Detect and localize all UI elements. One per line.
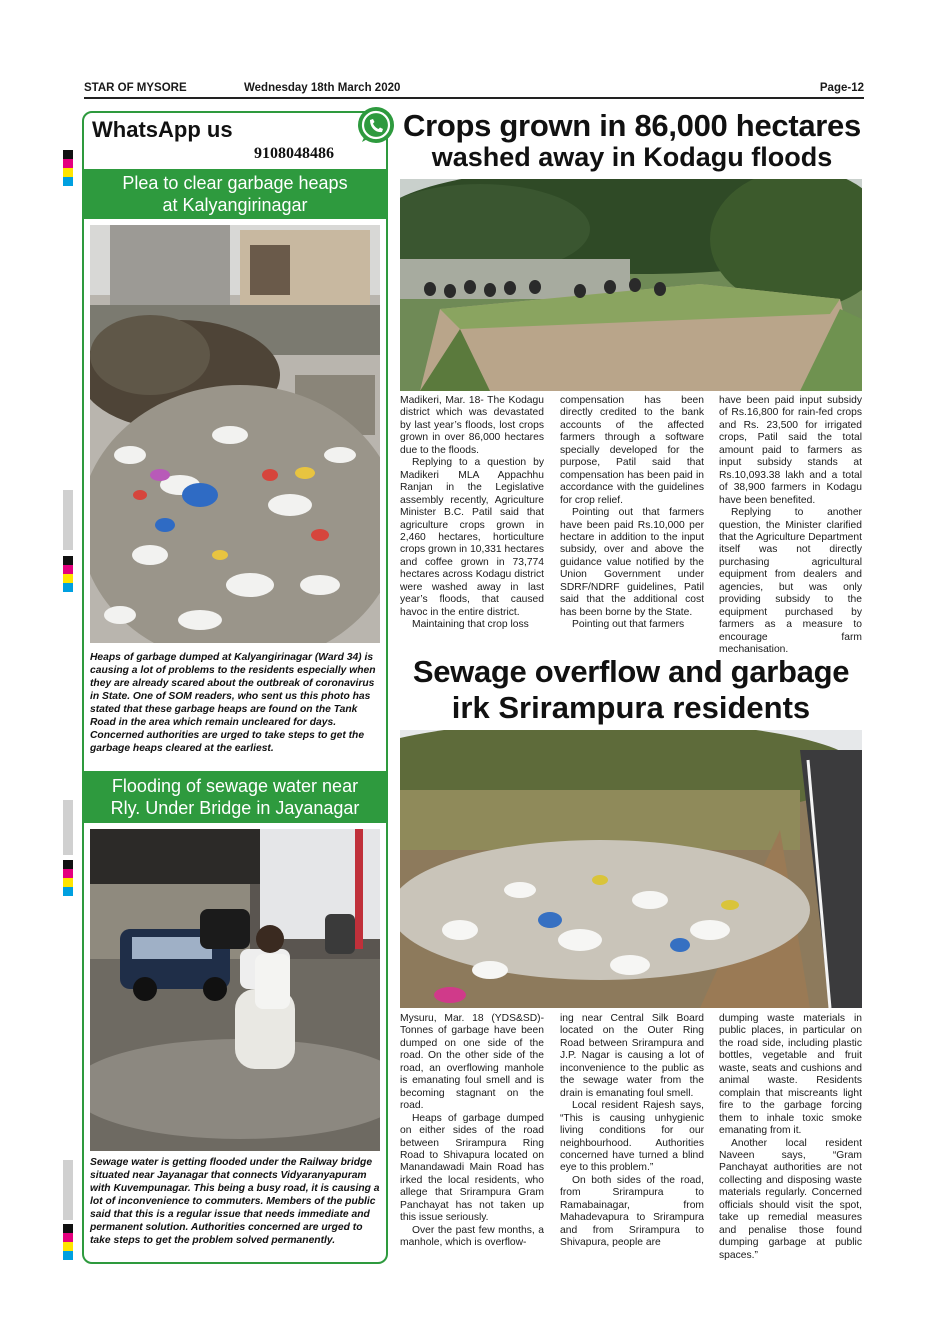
heading-line: at Kalyangirinagar bbox=[162, 195, 308, 215]
story-heading-sewage-flood bbox=[84, 771, 386, 823]
sewage-headline-line2: irk Srirampura residents bbox=[451, 690, 811, 725]
paragraph: Mysuru, Mar. 18 (YDS&SD)- Tonnes of garbage have been dumped on one side of the road. On the other side of the road, an overflowing manhole is emanating foul smell and is becoming stagnant on the road. bbox=[400, 1013, 544, 1112]
print-strip bbox=[63, 1160, 73, 1220]
kodagu-fields-photo bbox=[400, 179, 862, 391]
crops-column-1 bbox=[400, 395, 544, 632]
garbage-photo-image bbox=[90, 225, 380, 643]
whatsapp-number: 9108048486 bbox=[254, 145, 334, 162]
header-rule bbox=[84, 97, 864, 99]
roadside-garbage-photo bbox=[400, 730, 862, 1008]
paragraph: Local resident Rajesh says, “This is causing unhygienic living conditions for our neighbourhood. Authorities concerned have turned a blind eye to this problem.” bbox=[560, 1100, 704, 1174]
garbage-photo-caption: Heaps of garbage dumped at Kalyangirinagar (Ward 34) is causing a lot of problems to the residents especially when they are already scared about the outbreak of coronavirus in State. One of SOM readers, who sent us this photo has stated that these garbage heaps are found on the Tank Road in the area which remain uncleared for days. Concerned authorities are urged to take steps to get the garbage heaps cleared at the earliest. bbox=[90, 652, 376, 754]
issue-date: Wednesday 18th March 2020 bbox=[244, 82, 401, 94]
page-number: Page-12 bbox=[819, 82, 864, 94]
paragraph: Replying to a question by Madikeri MLA Appachhu Ranjan in the Legislative assembly recently, Agriculture Minister B.C. Patil said that agriculture crops grown in 2,460 hectares, horticulture crops grown in 10,331 hectares and coffee grown in 73,774 hectares across Kodagu district were washed away in last year’s floods, that caused havoc in the entire district. bbox=[400, 457, 544, 618]
kodagu-photo-image bbox=[400, 179, 862, 391]
registration-mark bbox=[63, 860, 73, 896]
whatsapp-icon bbox=[356, 106, 396, 146]
paragraph: Maintaining that crop loss bbox=[412, 619, 529, 631]
heading-line: Rly. Under Bridge in Jayanagar bbox=[110, 798, 360, 818]
paragraph: Over the past few months, a manhole, which is overflow- bbox=[400, 1224, 544, 1249]
sewage-column-1 bbox=[400, 1013, 544, 1250]
print-strip bbox=[63, 800, 73, 855]
paragraph: dumping waste materials in public places, in particular on the road side, including plastic bottles, vegetable and fruit waste, seats and cushions and animal waste. Residents complain that miscreants light fire to the garbage forcing them to inhale toxic smoke emanating from it. bbox=[719, 1013, 862, 1137]
heading-line: Plea to clear garbage heaps bbox=[122, 173, 348, 193]
paper-name: STAR OF MYSORE bbox=[84, 82, 187, 94]
paragraph: Replying to another question, the Minister clarified that the Agriculture Department itself was not directly purchasing agricultural equipment from dealers and agencies, but was only providing subsidy to the equipment purchased by farmers as a measure to encourage farm mechanisation. bbox=[719, 507, 862, 656]
masthead bbox=[84, 82, 864, 98]
registration-mark bbox=[63, 150, 73, 186]
sewage-column-2 bbox=[560, 1013, 704, 1250]
crops-column-2 bbox=[560, 395, 704, 632]
underpass-photo-image bbox=[90, 829, 380, 1151]
readers-panel bbox=[82, 111, 388, 1264]
registration-mark bbox=[63, 556, 73, 592]
story-heading-garbage bbox=[84, 169, 386, 219]
registration-mark bbox=[63, 1224, 73, 1260]
paragraph: have been paid input subsidy of Rs.16,800 for rain-fed crops and Rs. 23,500 for irrigated crops, Patil said the total amount paid to farmers as input subsidy stands at Rs.10,093.38 lakh and a total of 38,900 farmers in Kodagu have been benefited. bbox=[719, 395, 862, 506]
paragraph: Pointing out that farmers bbox=[572, 619, 685, 631]
paragraph: ing near Central Silk Board located on the Outer Ring Road between Srirampura and J.P. Nagar is causing a lot of inconvenience to the public as the sewage water from the drain is emanating foul smell. bbox=[560, 1013, 704, 1099]
paragraph: compensation has been directly credited to the bank accounts of the affected farmers through a software specially developed for the purpose, Patil said that compensation has been paid in accordance with the guidelines for crop relief. bbox=[560, 395, 704, 506]
underpass-photo-caption: Sewage water is getting flooded under the Railway bridge situated near Jayanagar that connects Vidyaranyapuram with Kuvempunagar. This being a busy road, it is causing a lot of inconvenience to commuters. Members of the public said that this is a regular issue that needs immediate and permanent solution. Authorities concerned are urged to take steps to get the problem solved permanently. bbox=[90, 1157, 380, 1246]
print-strip bbox=[63, 490, 73, 550]
underpass-flood-photo bbox=[90, 829, 380, 1151]
paragraph: Pointing out that farmers have been paid Rs.10,000 per hectare in addition to the input subsidy, over and above the guidance value notified by the Union Government under SDRF/NDRF guidelines, Patil said that the additional cost has been borne by the State. bbox=[560, 507, 704, 618]
paragraph: Another local resident Naveen says, “Gram Panchayat authorities are not collecting and disposing waste materials regularly. Concerned officials should visit the spot, take up remedial measures and penalise those found dumping garbage at public spaces.” bbox=[719, 1137, 862, 1261]
whatsapp-icon-graphic bbox=[356, 106, 396, 146]
crops-column-3 bbox=[719, 395, 862, 657]
paragraph: On both sides of the road, from Srirampura to Ramabainagar, from Mahadevapura to Srirampura and from Srirampura to Shivapura, people are bbox=[560, 1174, 704, 1249]
paragraph: Madikeri, Mar. 18- The Kodagu district which was devastated by last year’s floods, lost crops grown in over 86,000 hectares due to the floods. bbox=[400, 395, 544, 456]
sewage-column-3 bbox=[719, 1013, 862, 1262]
crops-headline-line2: washed away in Kodagu floods bbox=[431, 142, 833, 172]
sewage-headline-line1: Sewage overflow and garbage bbox=[412, 654, 850, 689]
crops-headline-line1: Crops grown in 86,000 hectares bbox=[403, 108, 861, 143]
whatsapp-title: WhatsApp us bbox=[92, 117, 233, 142]
roadside-photo-image bbox=[400, 730, 862, 1008]
paragraph: Heaps of garbage dumped on either sides of the road between Srirampura Ring Road to Shivapura located on Manandawadi Main Road has irked the local residents, who allege that Srirampura Gram Panchayat has not taken up this issue seriously. bbox=[400, 1112, 544, 1224]
garbage-photo bbox=[90, 225, 380, 643]
heading-line: Flooding of sewage water near bbox=[111, 776, 359, 796]
